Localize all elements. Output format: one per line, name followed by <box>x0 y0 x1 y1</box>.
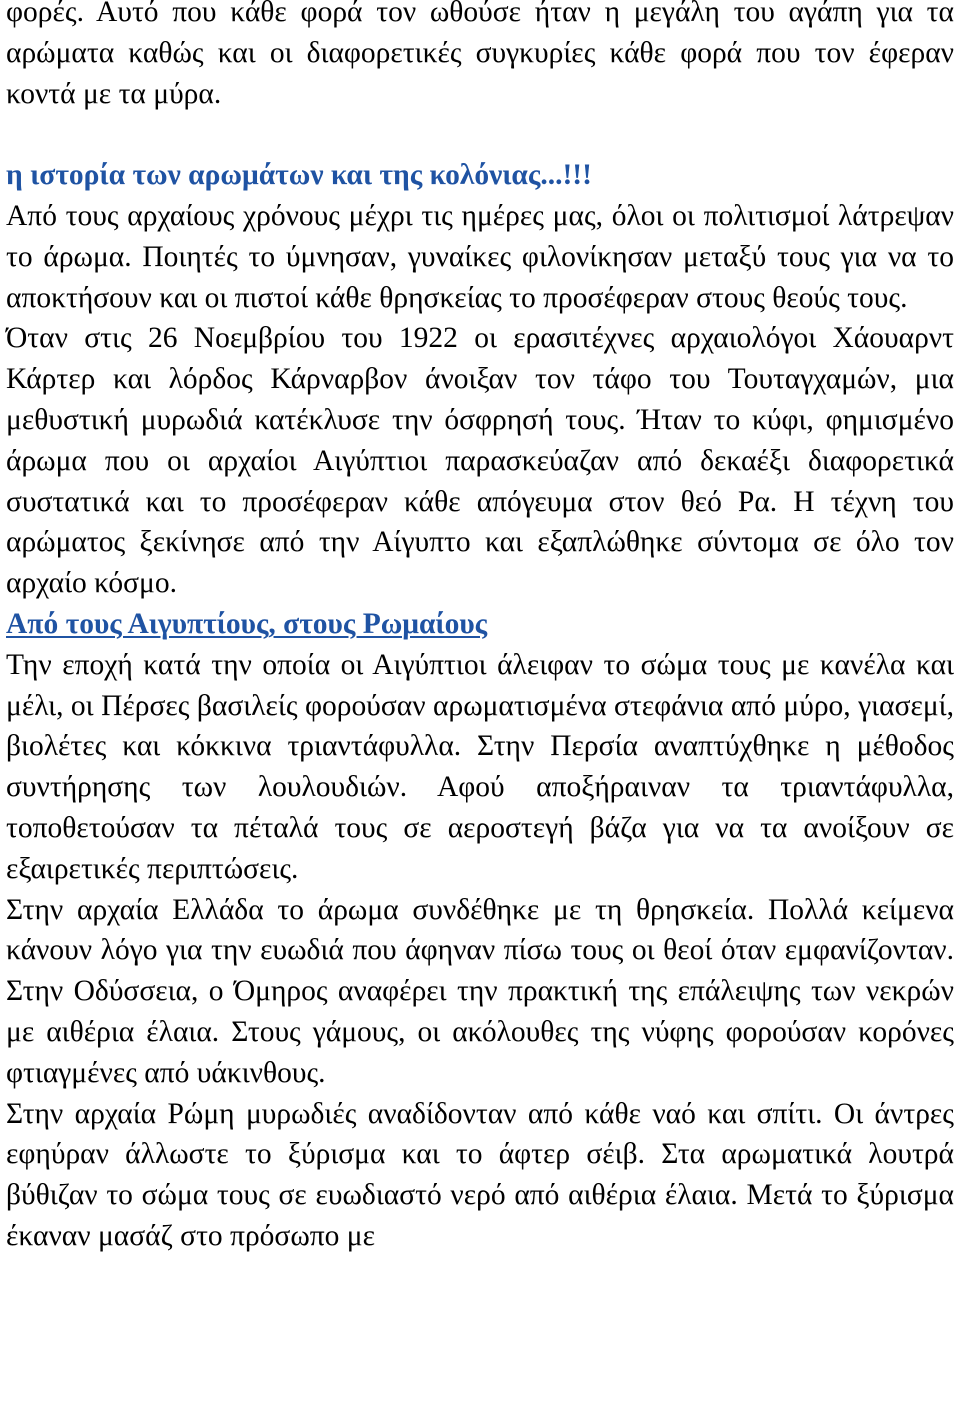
intro-paragraph: φορές. Αυτό που κάθε φορά τον ωθούσε ήταν η μεγάλη του αγάπη για τα αρώματα καθώς και οι διαφορετικές συγκυρίες κάθε φορά που τον έφεραν κοντά με τα μύρα. <box>6 0 954 110</box>
greece-paragraph: Στην αρχαία Ελλάδα το άρωμα συνδέθηκε με τη θρησκεία. Πολλά κείμενα κάνουν λόγο για την ευωδιά που άφηναν πίσω τους οι θεοί όταν εμφανίζονταν. Στην Οδύσσεια, ο Όμηρος αναφέρει την πρακτική της επάλειψης των νεκρών με αιθέρια έλαια. Στους γάμους, οι ακόλουθες της νύφης φορούσαν κορόνες φτιαγμένες από υάκινθους. <box>6 893 954 1089</box>
blank-line <box>6 114 954 155</box>
egypt-paragraph: Όταν στις 26 Νοεμβρίου του 1922 οι ερασιτέχνες αρχαιολόγοι Χάουαρντ Κάρτερ και λόρδος Κάρναρβον άνοιξαν τον τάφο του Τουταγχαμών, μια μεθυστική μυρωδιά κατέκλυσε την όσφρησή τους. Ήταν το κύφι, φημισμένο άρωμα που οι αρχαίοι Αιγύπτιοι παρασκεύαζαν από δεκαέξι διαφορετικά συστατικά και το προσέφεραν κάθε απόγευμα στον θεό Ρα. Η τέχνη του αρώματος ξεκίνησε από την Αίγυπτο και εξαπλώθηκε σύντομα σε όλο τον αρχαίο κόσμο. <box>6 322 954 600</box>
history-paragraph: Από τους αρχαίους χρόνους μέχρι τις ημέρες μας, όλοι οι πολιτισμοί λάτρεψαν το άρωμα. Ποιητές το ύμνησαν, γυναίκες φιλονίκησαν μεταξύ τους για να το αποκτήσουν και οι πιστοί κάθε θρησκείας το προσέφεραν στους θεούς τους. <box>6 199 954 314</box>
egyptians-romans-heading: Από τους Αιγυπτίους, στους Ρωμαίους <box>6 607 488 640</box>
persia-paragraph: Την εποχή κατά την οποία οι Αιγύπτιοι άλειφαν το σώμα τους με κανέλα και μέλι, οι Πέρσες βασιλείς φορούσαν αρωματισμένα στεφάνια από μύρο, γιασεμί, βιολέτες και κόκκινα τριαντάφυλλα. Στην Περσία αναπτύχθηκε η μέθοδος συντήρησης των λουλουδιών. Αφού αποξήραιναν τα τριαντάφυλλα, τοποθετούσαν τα πέταλά τους σε αεροστεγή βάζα για να τα ανοίξουν σε εξαιρετικές περιπτώσεις. <box>6 648 954 885</box>
document-page <box>6 0 954 1257</box>
history-heading: η ιστορία των αρωμάτων και της κολόνιας...!!! <box>6 159 592 192</box>
rome-paragraph: Στην αρχαία Ρώμη μυρωδιές αναδίδονταν από κάθε ναό και σπίτι. Οι άντρες εφηύραν άλλωστε το ξύρισμα και το άφτερ σέιβ. Στα αρωματικά λουτρά βύθιζαν το σώμα τους σε ευωδιαστό νερό από αιθέρια έλαια. Μετά το ξύρισμα έκαναν μασάζ στο πρόσωπο με <box>6 1097 954 1252</box>
